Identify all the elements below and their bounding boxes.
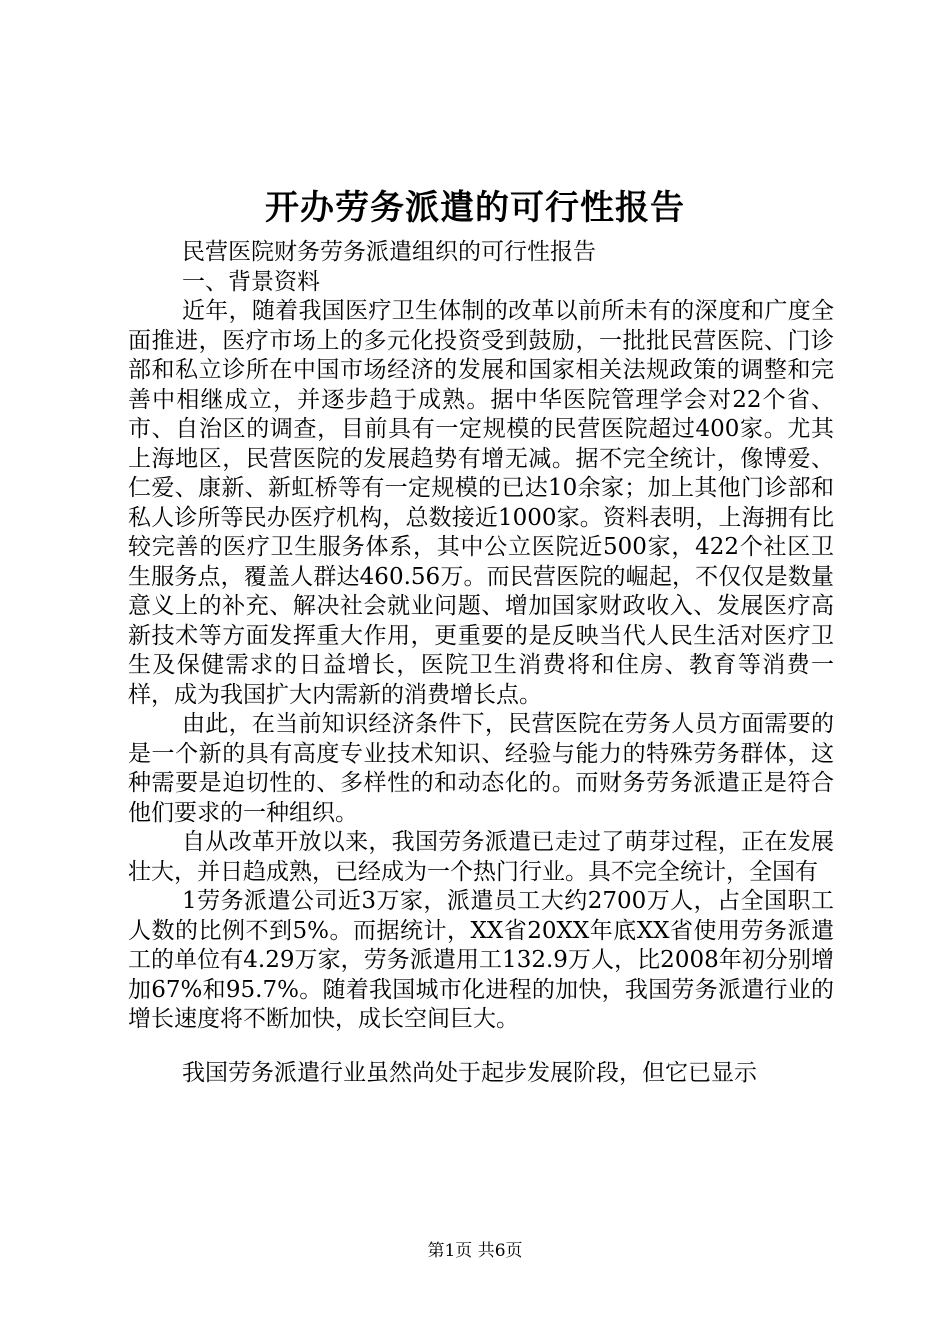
document-body: [128, 238, 834, 1088]
paragraph-4: 1劳务派遣公司近3万家，派遣员工大约2700万人，占全国职工人数的比例不到5%。而据统计，XX省20XX年底XX省使用劳务派遣工的单位有4.29万家，劳务派遣用工132.9万人，比2008年初分别增加67%和95.7%。随着我国城市化进程的加快，我国劳务派遣行业的增长速度将不断加快，成长空间巨大。: [128, 888, 834, 1032]
paragraph-1: 近年，随着我国医疗卫生体制的改革以前所未有的深度和广度全面推进，医疗市场上的多元化投资受到鼓励，一批批民营医院、门诊部和私立诊所在中国市场经济的发展和国家相关法规政策的调整和完善中相继成立，并逐步趋于成熟。据中华医院管理学会对22个省、市、自治区的调查，目前具有一定规模的民营医院超过400家。尤其上海地区，民营医院的发展趋势有增无减。据不完全统计，像博爱、仁爱、康新、新虹桥等有一定规模的已达10余家；加上其他门诊部和私人诊所等民办医疗机构，总数接近1000家。资料表明，上海拥有比较完善的医疗卫生服务体系，其中公立医院近500家，422个社区卫生服务点，覆盖人群达460.56万。而民营医院的崛起，不仅仅是数量意义上的补充、解决社会就业问题、增加国家财政收入、发展医疗高新技术等方面发挥重大作用，更重要的是反映当代人民生活对医疗卫生及保健需求的日益增长，医院卫生消费将和住房、教育等消费一样，成为我国扩大内需新的消费增长点。: [128, 298, 834, 708]
document-subtitle: 民营医院财务劳务派遣组织的可行性报告: [182, 239, 596, 265]
section-heading: 一、背景资料: [182, 268, 320, 295]
paragraph-5: 我国劳务派遣行业虽然尚处于起步发展阶段，但它已显示: [182, 1059, 757, 1086]
paragraph-3: 自从改革开放以来，我国劳务派遣已走过了萌芽过程，正在发展壮大，并日趋成熟，已经成为一个热门行业。具不完全统计，全国有: [128, 829, 834, 885]
paragraph-2: 由此，在当前知识经济条件下，民营医院在劳务人员方面需要的是一个新的具有高度专业技术知识、经验与能力的特殊劳务群体，这种需要是迫切性的、多样性的和动态化的。而财务劳务派遣正是符合他们要求的一种组织。: [128, 711, 834, 826]
document-title: 开办劳务派遣的可行性报告: [265, 188, 685, 228]
page-number-footer: 第1页 共6页: [427, 1241, 523, 1261]
